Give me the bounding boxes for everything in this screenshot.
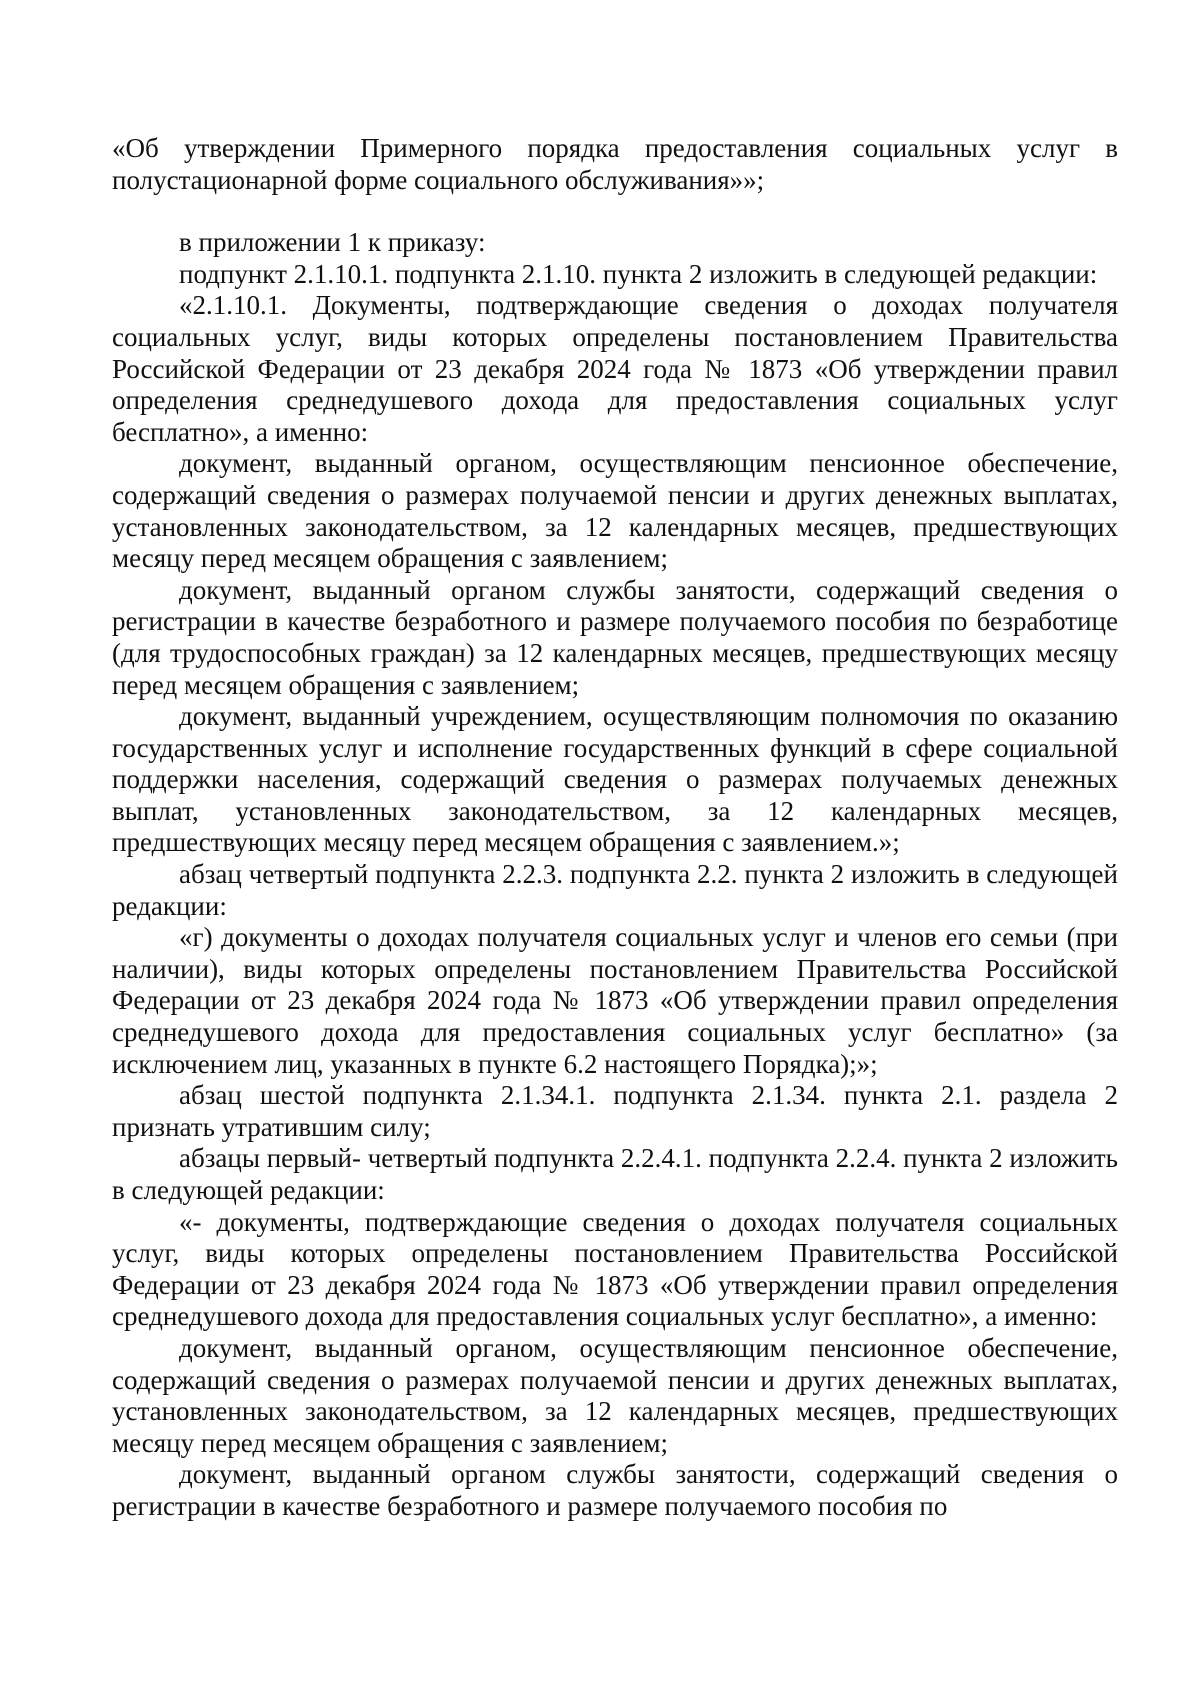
paragraph-subitem-2-1-10-1: подпункт 2.1.10.1. подпункта 2.1.10. пункта 2 изложить в следующей редакции: (179, 258, 1098, 289)
paragraph-social-support-document: документ, выданный учреждением, осуществляющим полномочия по оказанию государственных услуг и исполнение государственных функций в сфере социальной поддержки населения, содержащий сведения о размерах получаемых денежных выплат, установленных законодательством, за 12 календарных месяцев, предшествующих месяцу перед месяцем обращения с заявлением.»; (112, 701, 1118, 858)
paragraph-gap (112, 196, 1118, 227)
paragraph-employment-document: документ, выданный органом службы занятости, содержащий сведения о регистрации в качестве безработного и размере получаемого пособия по безработице (для трудоспособных граждан) за 12 календарных месяцев, предшествующих месяцу перед месяцем обращения с заявлением; (112, 574, 1118, 700)
paragraph-employment-document-2: документ, выданный органом службы занятости, содержащий сведения о регистрации в качестве безработного и размере получаемого пособия по (112, 1459, 1118, 1521)
paragraph-subitem-2-2-3: абзац четвертый подпункта 2.2.3. подпункта 2.2. пункта 2 изложить в следующей редакции: (112, 859, 1118, 921)
paragraph-order-title: «Об утверждении Примерного порядка предоставления социальных услуг в полустационарной форме социального обслуживания»»; (112, 133, 1118, 195)
paragraph-pension-document-2: документ, выданный органом, осуществляющим пенсионное обеспечение, содержащий сведения о размерах получаемой пенсии и других денежных выплатах, установленных законодательством, за 12 календарных месяцев, предшествующих месяцу перед месяцем обращения с заявлением; (112, 1332, 1118, 1458)
paragraph-subitem-2-2-4-1: абзацы первый- четвертый подпункта 2.2.4.1. подпункта 2.2.4. пункта 2 изложить в следующей редакции: (112, 1143, 1118, 1205)
paragraph-pension-document: документ, выданный органом, осуществляющим пенсионное обеспечение, содержащий сведения о размерах получаемой пенсии и других денежных выплатах, установленных законодательством, за 12 календарных месяцев, предшествующих месяцу перед месяцем обращения с заявлением; (112, 448, 1118, 574)
paragraph-quote-2-1-10-1: «2.1.10.1. Документы, подтверждающие сведения о доходах получателя социальных услуг, виды которых определены постановлением Правительства Российской Федерации от 23 декабря 2024 года № 1873 «Об утверждении правил определения среднедушевого дохода для предоставления социальных услуг бесплатно», а именно: (112, 290, 1118, 447)
paragraph-quote-g: «г) документы о доходах получателя социальных услуг и членов его семьи (при наличии), виды которых определены постановлением Правительства Российской Федерации от 23 декабря 2024 года № 1873 «Об утверждении правил определения среднедушевого дохода для предоставления социальных услуг бесплатно» (за исключением лиц, указанных в пункте 6.2 настоящего Порядка);»; (112, 922, 1118, 1079)
paragraph-appendix-1: в приложении 1 к приказу: (179, 227, 486, 258)
paragraph-subitem-2-1-34-1: абзац шестой подпункта 2.1.34.1. подпункта 2.1.34. пункта 2.1. раздела 2 признать утратившим силу; (112, 1080, 1118, 1142)
paragraph-quote-documents: «- документы, подтверждающие сведения о доходах получателя социальных услуг, виды которых определены постановлением Правительства Российской Федерации от 23 декабря 2024 года № 1873 «Об утверждении правил определения среднедушевого дохода для предоставления социальных услуг бесплатно», а именно: (112, 1206, 1118, 1332)
